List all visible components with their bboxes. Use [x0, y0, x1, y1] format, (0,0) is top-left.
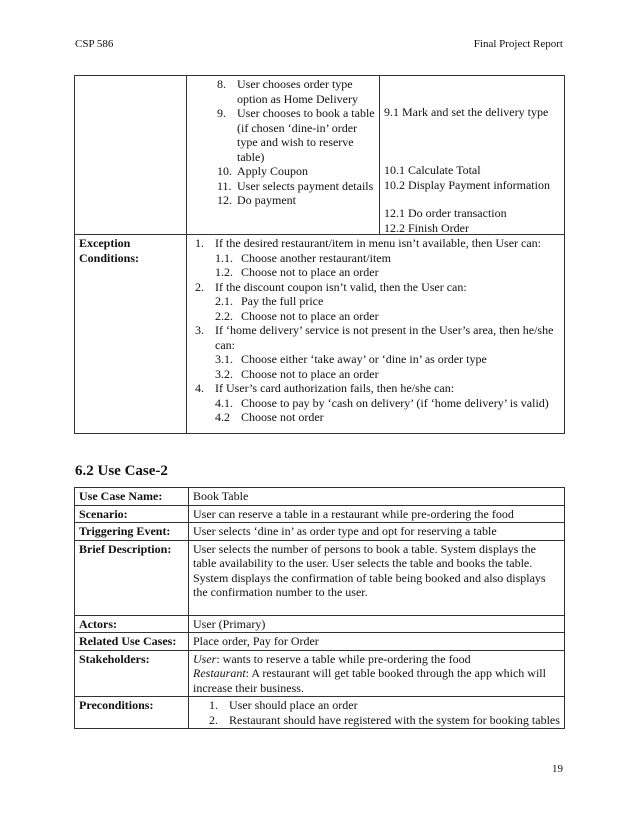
exception-label: Exception Conditions: — [75, 235, 187, 434]
flow-responses-cell — [380, 76, 565, 235]
label-related: Related Use Cases: — [75, 633, 189, 651]
flow-steps-cell — [187, 76, 380, 235]
row-preconditions — [75, 697, 565, 729]
row-scenario — [75, 505, 565, 523]
step-11: 11. User selects payment details — [217, 178, 374, 193]
row-related — [75, 633, 565, 651]
step-8: 8. User chooses order type option as Home Delivery — [217, 77, 358, 106]
page-number: 19 — [552, 763, 563, 775]
label-scenario: Scenario: — [75, 505, 189, 523]
label-stakeholders: Stakeholders: — [75, 650, 189, 697]
exception-1-1: 1.1. Choose another restaurant/item — [215, 250, 391, 265]
value-actors: User (Primary) — [189, 615, 565, 633]
exception-3-2: 3.2. Choose not to place an order — [215, 366, 379, 381]
exception-2: 2. If the discount coupon isn’t valid, then the User can: — [195, 279, 467, 294]
response-10-1: 10.1 Calculate Total — [384, 163, 481, 177]
label-use-case-name: Use Case Name: — [75, 488, 189, 506]
use-case-1-continued-table — [74, 75, 565, 434]
label-brief: Brief Description: — [75, 540, 189, 615]
row-stakeholders — [75, 650, 565, 697]
value-scenario: User can reserve a table in a restaurant while pre-ordering the food — [189, 505, 565, 523]
row-actors — [75, 615, 565, 633]
exception-list — [187, 235, 565, 434]
header-course: CSP 586 — [75, 38, 114, 50]
exception-2-2: 2.2. Choose not to place an order — [215, 308, 379, 323]
exception-1-2: 1.2. Choose not to place an order — [215, 265, 379, 279]
exception-3-1: 3.1. Choose either ‘take away’ or ‘dine in’ as order type — [215, 352, 487, 366]
response-12-2: 12.2 Finish Order — [384, 221, 469, 235]
label-actors: Actors: — [75, 615, 189, 633]
label-trigger: Triggering Event: — [75, 523, 189, 541]
value-trigger: User selects ‘dine in’ as order type and opt for reserving a table — [189, 523, 565, 541]
exception-4: 4. If User’s card authorization fails, then he/she can: — [195, 381, 455, 395]
label-preconditions: Preconditions: — [75, 697, 189, 729]
step-10: 10. Apply Coupon — [217, 164, 309, 178]
exception-2-1: 2.1. Pay the full price — [215, 294, 324, 308]
response-9-1: 9.1 Mark and set the delivery type — [384, 105, 549, 119]
flow-label-cell — [75, 76, 187, 235]
header-title: Final Project Report — [473, 38, 563, 50]
section-title: 6.2 Use Case-2 — [75, 463, 168, 479]
value-stakeholders — [189, 650, 565, 697]
exception-row — [75, 235, 565, 434]
precondition-1: 1. User should place an order — [209, 698, 358, 712]
step-9: 9. User chooses to book a table (if chosen ‘dine-in’ order type and wish to reserve table) — [217, 106, 375, 164]
response-10-2: 10.2 Display Payment information — [384, 178, 550, 192]
exception-4-2: 4.2 Choose not order — [215, 410, 324, 424]
row-use-case-name — [75, 488, 565, 506]
value-brief: User selects the number of persons to book a table. System displays the table availability to the user. User selects the table and books the table. System displays the confirmation of table being booked and also displays the confirmation number to the user. — [189, 540, 565, 615]
value-related: Place order, Pay for Order — [189, 633, 565, 651]
flow-row — [75, 76, 565, 235]
exception-1: 1. If the desired restaurant/item in menu isn’t available, then User can: — [195, 236, 541, 250]
value-preconditions — [189, 697, 565, 729]
use-case-2-table — [74, 487, 565, 729]
row-trigger — [75, 523, 565, 541]
precondition-2: 2. Restaurant should have registered with the system for booking tables — [209, 712, 560, 727]
row-brief — [75, 540, 565, 615]
stakeholder-user: User: wants to reserve a table while pre-ordering the food — [193, 651, 471, 666]
value-use-case-name: Book Table — [189, 488, 565, 506]
step-12: 12. Do payment — [217, 193, 296, 207]
exception-4-1: 4.1. Choose to pay by ‘cash on delivery’ (if ‘home delivery’ is valid) — [215, 395, 549, 410]
exception-3: 3. If ‘home delivery’ service is not present in the User’s area, then he/she can: — [195, 323, 554, 352]
stakeholder-restaurant: Restaurant: A restaurant will get table booked through the app which will increase their business. — [193, 666, 546, 695]
response-12-1: 12.1 Do order transaction — [384, 206, 507, 220]
